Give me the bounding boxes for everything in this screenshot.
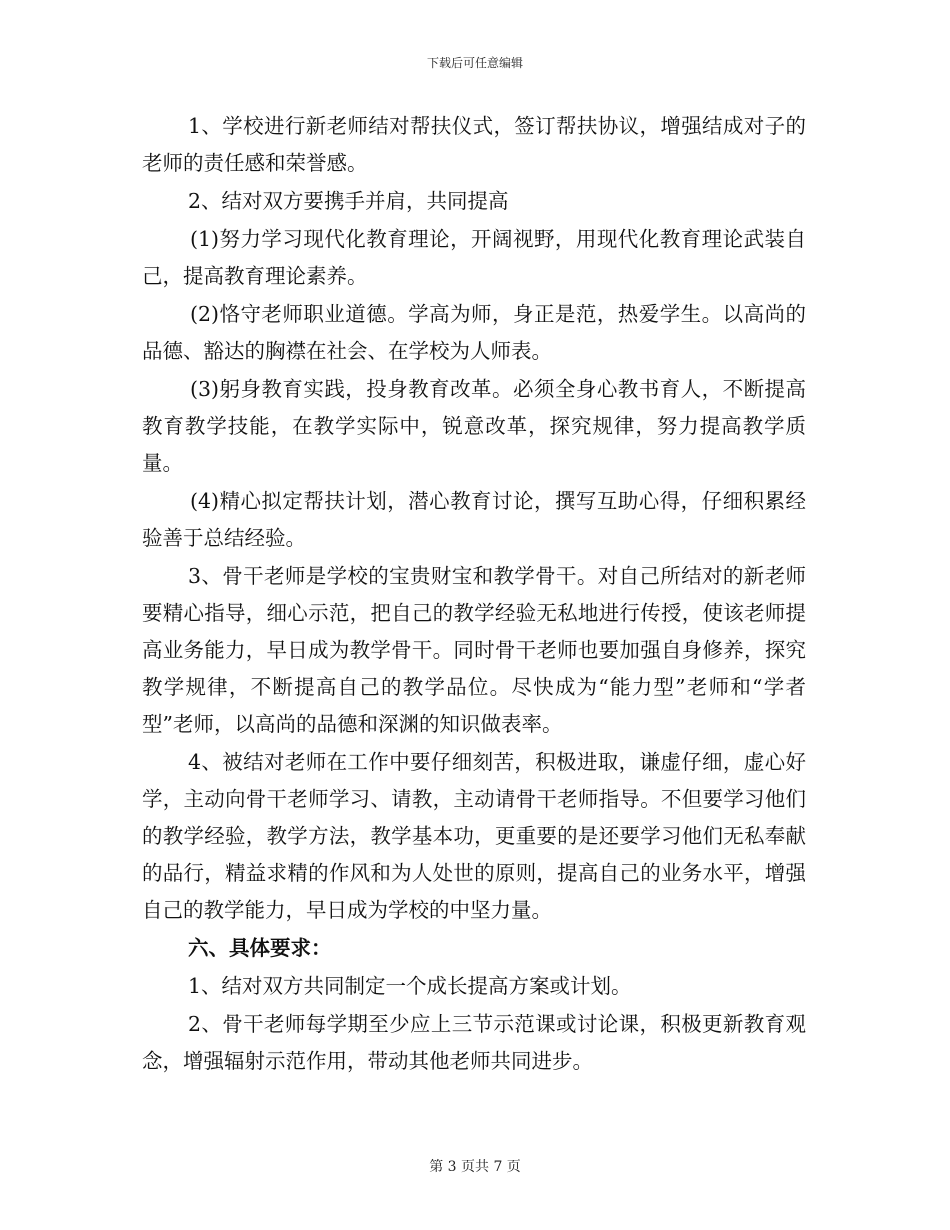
paragraph-7: 3、骨干老师是学校的宝贵财宝和教学骨干。对自己所结对的新老师要精心指导，细心示范，把自己的教学经验无私地进行传授，使该老师提高业务能力，早日成为教学骨干。同时骨干老师也要加强自身修养，探究教学规律，不断提高自己的教学品位。尽快成为“能力型”老师和“学者型”老师，以高尚的品德和深渊的知识做表率。: [142, 564, 806, 736]
paragraph-8: 4、被结对老师在工作中要仔细刻苦，积极进取，谦虚仔细，虚心好学，主动向骨干老师学习、请教，主动请骨干老师指导。不但要学习他们的教学经验，教学方法，教学基本功，更重要的是还要学习他们无私奉献的品行，精益求精的作风和为人处世的原则，提高自己的业务水平，增强自己的教学能力，早日成为学校的中坚力量。: [142, 750, 806, 922]
page-header: 下载后可任意编辑: [426, 56, 523, 70]
paragraph-1: 1、学校进行新老师结对帮扶仪式，签订帮扶协议，增强结成对子的老师的责任感和荣誉感。: [142, 114, 806, 175]
paragraph-4: (2)恪守老师职业道德。学高为师，身正是范，热爱学生。以高尚的品德、豁达的胸襟在社会、在学校为人师表。: [142, 302, 806, 363]
paragraph-2: 2、结对双方要携手并肩，共同提高: [188, 189, 509, 213]
page-footer: 第 3 页共 7 页: [429, 1159, 521, 1175]
paragraph-5: (3)躬身教育实践，投身教育改革。必须全身心教书育人，不断提高教育教学技能，在教学实际中，锐意改革，探究规律，努力提高教学质量。: [142, 377, 806, 475]
paragraph-6: (4)精心拟定帮扶计划，潜心教育讨论，撰写互助心得，仔细积累经验善于总结经验。: [142, 489, 806, 550]
paragraph-11: 2、骨干老师每学期至少应上三节示范课或讨论课，积极更新教育观念，增强辐射示范作用，带动其他老师共同进步。: [142, 1012, 806, 1073]
section-heading: 六、具体要求：: [188, 936, 332, 960]
paragraph-3: (1)努力学习现代化教育理论，开阔视野，用现代化教育理论武装自己，提高教育理论素养。: [142, 227, 806, 288]
paragraph-10: 1、结对双方共同制定一个成长提高方案或计划。: [188, 974, 632, 998]
document-body: [142, 108, 806, 1080]
